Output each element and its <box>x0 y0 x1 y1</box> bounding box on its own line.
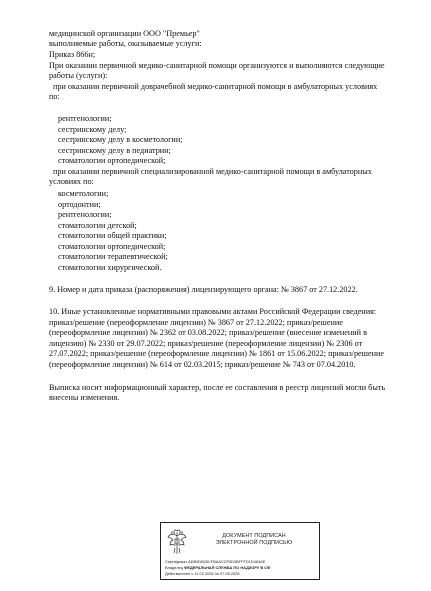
validity-value: с 11.02.2025 по 07.05.2026 <box>191 571 240 576</box>
text-line: (переоформление лицензии) № 614 от 02.03.2015; приказ/решение № 743 от 07.04.2010. <box>49 360 356 369</box>
owner-value: ФЕДЕРАЛЬНАЯ СЛУЖБА ПО НАДЗОРУ В СФ <box>184 565 271 570</box>
list-item: сестринскому делу; <box>58 125 127 134</box>
list-item: косметологии; <box>58 189 109 198</box>
list-item: рентгенологии; <box>58 210 112 219</box>
owner-row <box>165 565 270 570</box>
list-item: стоматологии детской; <box>58 221 137 230</box>
text-line: выполняемые работы, оказываемые услуги: <box>49 39 202 48</box>
list-item: стоматологии терапевтической; <box>58 252 168 261</box>
text-line: лицензию) № 2330 от 29.07.2022; приказ/решение (переоформление лицензии) № 2306 от <box>49 339 363 348</box>
list-item: рентгенологии; <box>58 114 112 123</box>
disclaimer-line: Выписка носит информационный характер, после ее составления в реестр лицензий могли быть <box>49 383 386 392</box>
text-line: при оказании первичной специализированной медико-санитарной помощи в амбулаторных <box>53 167 372 176</box>
text-line: 27.07.2022; приказ/решение (переоформление лицензии) № 1861 от 15.06.2022; приказ/решение <box>49 349 385 358</box>
list-item: ортодонтии; <box>58 200 101 209</box>
certificate-row <box>165 559 265 564</box>
text-line: при оказании первичной доврачебной медико-санитарной помощи в амбулаторных условиях <box>53 82 378 91</box>
text-line: приказ/решение (переоформление лицензии) № 3867 от 27.12.2022; приказ/решение <box>49 318 343 327</box>
disclaimer-line: внесены изменения. <box>49 393 120 402</box>
electronic-signature-stamp <box>160 522 320 580</box>
stamp-subtitle: ЭЛЕКТРОННОЙ ПОДПИСЬЮ <box>215 540 293 546</box>
certificate-value: ADB0DB25CFBAACCF5D4BFFFD1D463AE <box>188 559 266 564</box>
certificate-label: Сертификат <box>165 559 189 564</box>
section-9: 9. Номер и дата приказа (распоряжения) лицензирующего органа: № 3867 от 27.12.2022. <box>49 285 358 294</box>
text-line: по: <box>49 92 60 101</box>
stamp-title: ДОКУМЕНТ ПОДПИСАН <box>222 533 286 539</box>
validity-row <box>165 571 240 576</box>
owner-label: Владелец <box>165 565 185 570</box>
text-line: работы (услуги): <box>49 71 108 80</box>
list-item: стоматологии ортопедической; <box>58 242 166 251</box>
text-line: условиях по: <box>49 177 94 186</box>
text-line: Приказ 866н; <box>49 50 96 59</box>
list-item: сестринскому делу в педиатрии; <box>58 146 171 155</box>
text-line: медицинской организации ООО "Премьер" <box>49 29 200 38</box>
section-10-heading: 10. Иные установленные нормативными правовыми актами Российской Федерации сведения: <box>49 307 377 316</box>
text-line: (переоформление лицензии) № 2362 от 03.08.2022; приказ/решение (внесение изменений в <box>49 328 367 337</box>
list-item: стоматологии ортопедической; <box>58 156 166 165</box>
list-item: стоматологии хирургической. <box>58 263 162 272</box>
text-line: При оказании первичной медико-санитарной помощи организуются и выполняются следующие <box>49 61 385 70</box>
list-item: сестринскому делу в косметологии; <box>58 135 183 144</box>
double-headed-eagle-emblem-icon <box>166 529 188 555</box>
list-item: стоматологии общей практики; <box>58 231 167 240</box>
validity-label: Действителен <box>165 571 192 576</box>
